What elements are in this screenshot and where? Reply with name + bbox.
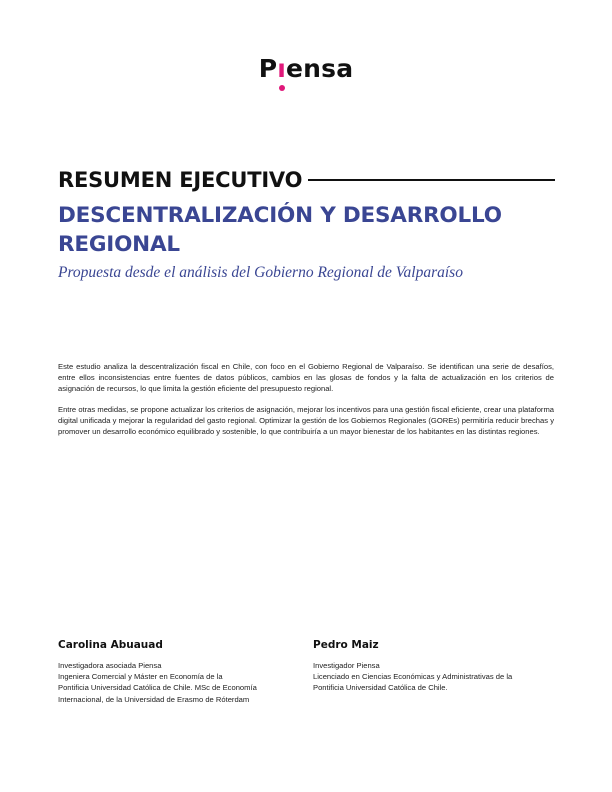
logo-text-end: ensa [286,54,354,83]
logo-text-start: P [258,54,278,83]
author-block-maiz [313,639,558,694]
author-role: Investigadora asociada Piensa [58,661,162,670]
summary-paragraph-1: Este estudio analiza la descentralización fiscal en Chile, con foco en el Gobierno Regional de Valparaíso. Se identifican una serie de desafíos, entre ellos inconsistencias entre fuentes de datos públicos, cambios en las glosas de fondos y la falta de actualización en los criterios de asignación de recursos, lo que limita la gestión eficiente del presupuesto regional. [58,362,554,393]
author-name: Carolina Abuauad [58,639,163,651]
logo-i-mark [277,54,286,83]
executive-summary [58,362,554,449]
author-credential: Internacional, de la Universidad de Erasmo de Róterdam [58,694,250,704]
document-subtitle: Propuesta desde el análisis del Gobierno Regional de Valparaíso [58,264,463,281]
section-heading: RESUMEN EJECUTIVO [58,168,303,192]
summary-paragraph-2: Entre otras medidas, se propone actualizar los criterios de asignación, mejorar los incentivos para una gestión fiscal eficiente, crear una plataforma digital unificada y mejorar la regularidad del gasto regional. Optimizar la gestión de los Gobiernos Regionales (GOREs) permitiría reducir brechas y promover un desarrollo económico equilibrado y sostenible, lo que contribuiría a un mayor bienestar de los habitantes en las distintas regiones. [58,405,554,436]
author-credential: Pontificia Universidad Católica de Chile. MSc de Economía [58,683,257,693]
piensa-logo [0,54,612,83]
logo-i-stem: ı [277,54,286,83]
author-name: Pedro Maiz [313,639,379,651]
logo-accent-dot [279,85,285,91]
author-credential: Pontificia Universidad Católica de Chile. [313,683,448,693]
heading-rule [308,179,555,181]
author-credential: Ingeniera Comercial y Máster en Economía de la [58,672,223,682]
author-role: Investigador Piensa [313,661,380,670]
heading-row [58,168,555,192]
author-credential: Licenciado en Ciencias Económicas y Administrativas de la [313,672,513,682]
document-title: DESCENTRALIZACIÓN Y DESARROLLO REGIONAL [58,203,502,257]
author-block-abuauad [58,639,298,705]
